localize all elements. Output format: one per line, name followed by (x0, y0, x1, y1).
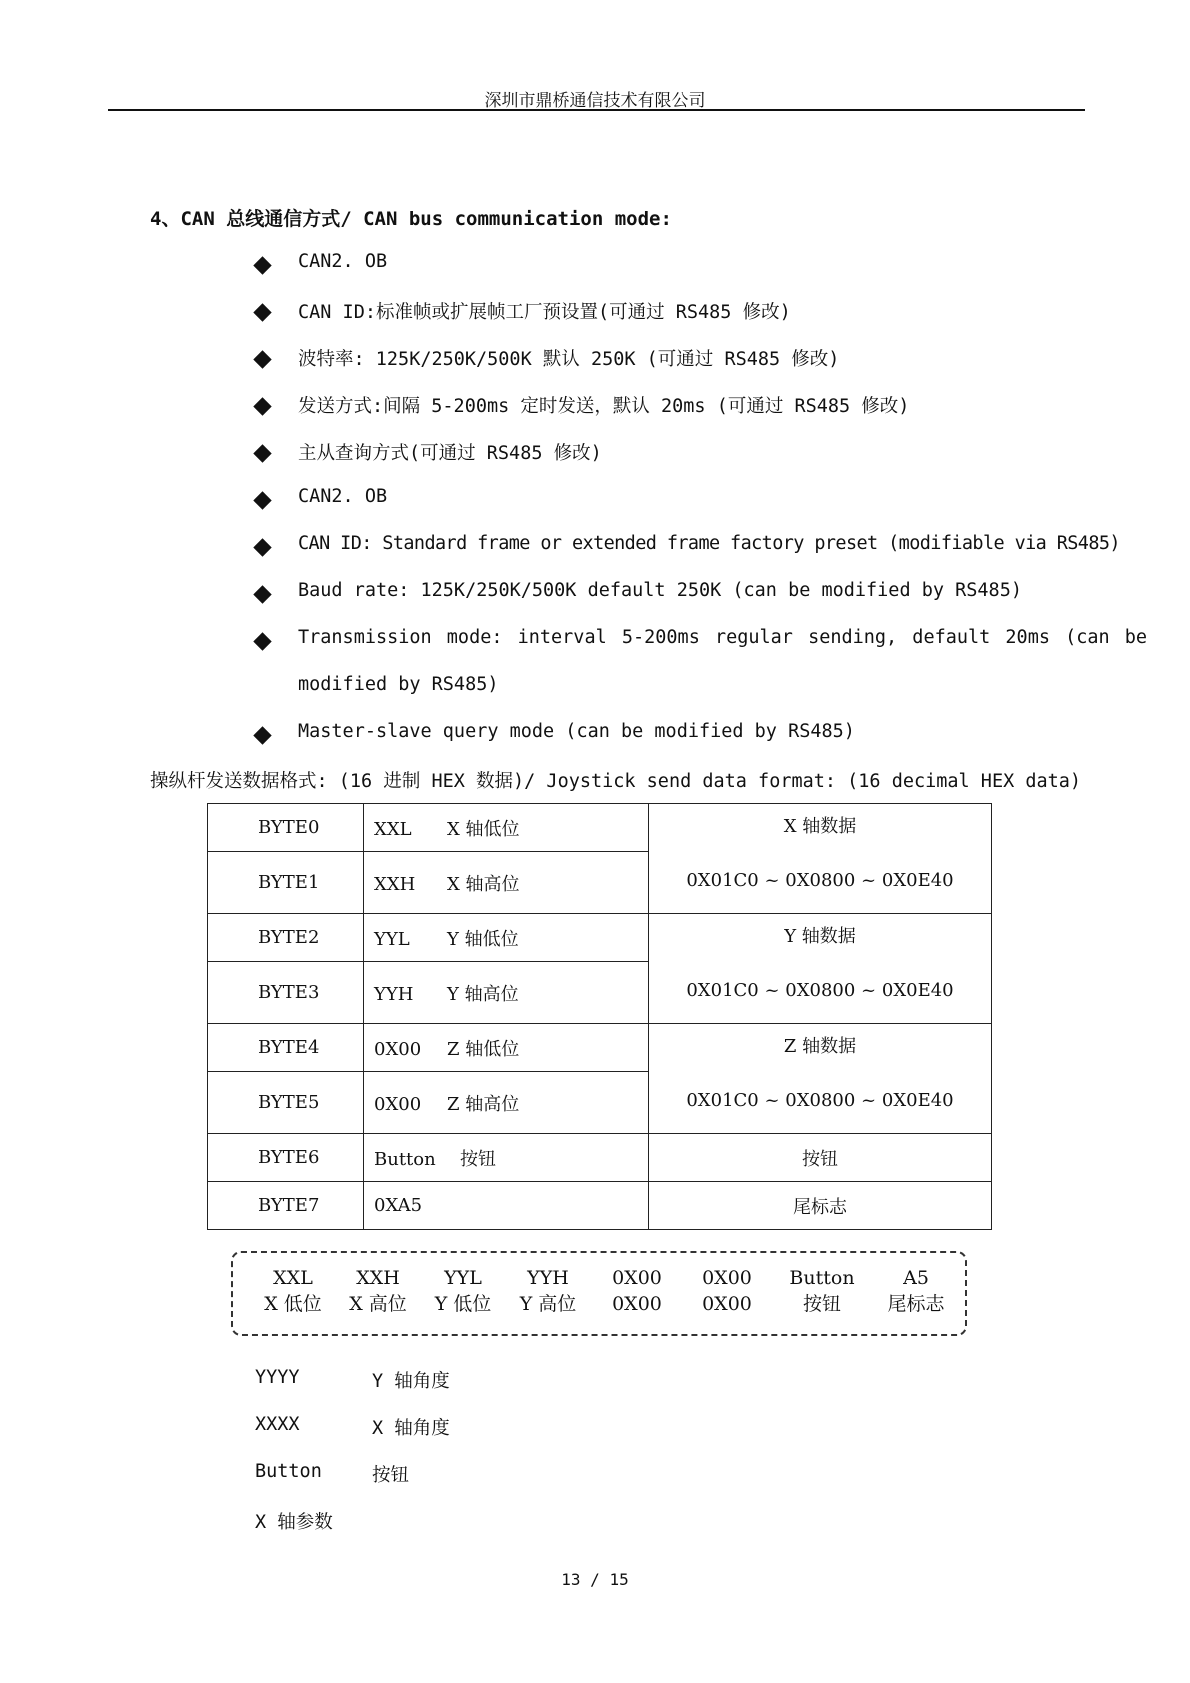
data-format-caption: 操纵杆发送数据格式: (16 进制 HEX 数据)/ Joystick send data format: (16 decimal HEX data) (150, 771, 1082, 792)
byte-cell: BYTE2 (208, 914, 364, 962)
header-title: 深圳市鼎桥通信技术有限公司 (484, 91, 706, 111)
frame-cell: 0X00 0X00 (612, 1267, 662, 1315)
diamond-bullet-icon (253, 632, 271, 650)
diamond-bullet-icon (253, 491, 271, 509)
group-cell: 按钮 (649, 1134, 992, 1182)
diamond-bullet-icon (253, 726, 271, 744)
code-cell: YYH Y 轴高位 (364, 962, 649, 1024)
section-heading: 4、CAN 总线通信方式/ CAN bus communication mode: (150, 208, 672, 230)
table-row (208, 914, 992, 962)
byte-cell: BYTE7 (208, 1182, 364, 1230)
legend-key: X 轴参数 (255, 1512, 333, 1533)
table-row (208, 1024, 992, 1072)
frame-cell: XXL X 低位 (264, 1267, 322, 1315)
data-format-table (207, 803, 992, 1230)
legend-key: XXXX (255, 1414, 300, 1435)
code-cell: XXH X 轴高位 (364, 852, 649, 914)
group-cell: Y 轴数据 0X01C0 ~ 0X0800 ~ 0X0E40 (649, 914, 992, 1024)
frame-cell: YYL Y 低位 (434, 1267, 492, 1315)
table-row (208, 804, 992, 852)
diamond-bullet-icon (253, 303, 271, 321)
byte-cell: BYTE0 (208, 804, 364, 852)
byte-cell: BYTE5 (208, 1072, 364, 1134)
frame-layout-box (231, 1251, 967, 1336)
legend-value: Y 轴角度 (372, 1371, 450, 1392)
legend-value: X 轴角度 (372, 1418, 450, 1439)
code-cell: XXL X 轴低位 (364, 804, 649, 852)
diamond-bullet-icon (253, 256, 271, 274)
diamond-bullet-icon (253, 538, 271, 556)
diamond-bullet-icon (253, 444, 271, 462)
table-row (208, 1134, 992, 1182)
legend-value: 按钮 (372, 1465, 410, 1486)
code-cell: 0XA5 (364, 1182, 649, 1230)
frame-cell: XXH X 高位 (349, 1267, 407, 1315)
diamond-bullet-icon (253, 397, 271, 415)
table-row (208, 1182, 992, 1230)
legend-key: Button (255, 1461, 322, 1482)
byte-cell: BYTE6 (208, 1134, 364, 1182)
diamond-bullet-icon (253, 585, 271, 603)
code-cell: Button 按钮 (364, 1134, 649, 1182)
code-cell: 0X00 Z 轴高位 (364, 1072, 649, 1134)
group-cell: 尾标志 (649, 1182, 992, 1230)
byte-cell: BYTE3 (208, 962, 364, 1024)
code-cell: YYL Y 轴低位 (364, 914, 649, 962)
frame-cell: 0X00 0X00 (702, 1267, 752, 1315)
frame-cell: Button 按钮 (789, 1267, 855, 1315)
diamond-bullet-icon (253, 350, 271, 368)
code-cell: 0X00 Z 轴低位 (364, 1024, 649, 1072)
frame-cell: A5 尾标志 (887, 1267, 945, 1315)
page-number: 13 / 15 (561, 1570, 629, 1589)
group-cell: Z 轴数据 0X01C0 ~ 0X0800 ~ 0X0E40 (649, 1024, 992, 1134)
legend-key: YYYY (255, 1367, 300, 1388)
byte-cell: BYTE1 (208, 852, 364, 914)
frame-cell: YYH Y 高位 (519, 1267, 577, 1315)
bullet-continuation: modified by RS485) (298, 674, 499, 695)
group-cell: X 轴数据 0X01C0 ~ 0X0800 ~ 0X0E40 (649, 804, 992, 914)
header-divider (108, 109, 1085, 111)
byte-cell: BYTE4 (208, 1024, 364, 1072)
